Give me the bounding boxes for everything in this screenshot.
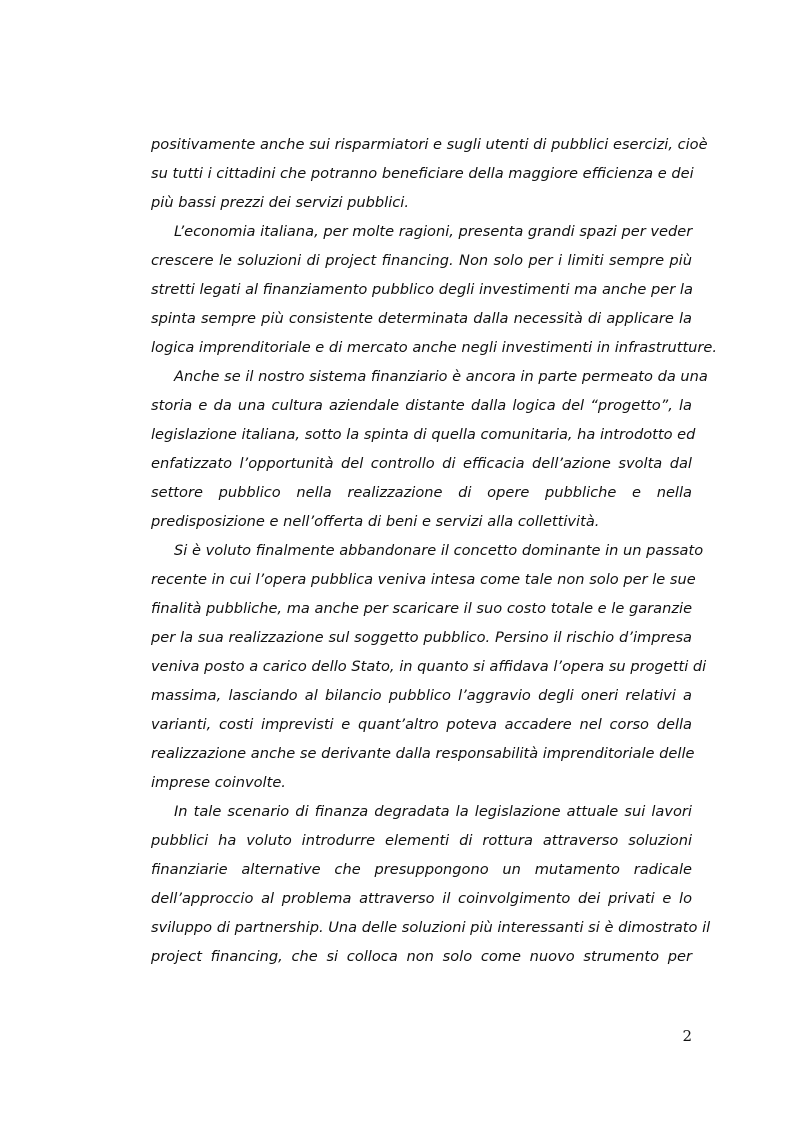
paragraph-first-line: In tale scenario di finanza degradata la legislazione attuale sui lavori [174,803,692,820]
body-text [151,130,718,971]
text-line: finalità pubbliche, ma anche per scaricare il suo costo totale e le garanzie [151,600,693,617]
text-line: project financing, che si colloca non solo come nuovo strumento per [151,948,692,965]
text-line: positivamente anche sui risparmiatori e sugli utenti di pubblici esercizi, cioè [151,136,708,153]
text-line: enfatizzato l’opportunità del controllo di efficacia dell’azione svolta dal [151,455,692,472]
text-line: realizzazione anche se derivante dalla responsabilità imprenditoriale delle [151,745,695,762]
text-line: recente in cui l’opera pubblica veniva intesa come tale non solo per le sue [151,571,696,588]
paragraph-first-line: Si è voluto finalmente abbandonare il concetto dominante in un passato [174,542,704,559]
text-line: spinta sempre più consistente determinata dalla necessità di applicare la [151,310,692,327]
text-line: su tutti i cittadini che potranno beneficiare della maggiore efficienza e dei [151,165,694,182]
text-line: predisposizione e nell’offerta di beni e servizi alla collettività. [151,513,600,530]
text-line: storia e da una cultura aziendale distante dalla logica del “progetto”, la [151,397,692,414]
paragraph-first-line: L’economia italiana, per molte ragioni, presenta grandi spazi per veder [174,223,693,240]
text-line: legislazione italiana, sotto la spinta di quella comunitaria, ha introdotto ed [151,426,696,443]
text-line: dell’approccio al problema attraverso il coinvolgimento dei privati e lo [151,890,692,907]
text-line: imprese coinvolte. [151,774,286,791]
page-number: 2 [682,1027,692,1045]
text-line: stretti legati al finanziamento pubblico degli investimenti ma anche per la [151,281,693,298]
text-line: sviluppo di partnership. Una delle soluzioni più interessanti si è dimostrato il [151,919,711,936]
text-line: crescere le soluzioni di project financing. Non solo per i limiti sempre più [151,252,692,269]
text-line: logica imprenditoriale e di mercato anche negli investimenti in infrastrutture. [151,339,718,356]
text-line: varianti, costi imprevisti e quant’altro poteva accadere nel corso della [151,716,692,733]
text-line: veniva posto a carico dello Stato, in quanto si affidava l’opera su progetti di [151,658,707,675]
text-line: per la sua realizzazione sul soggetto pubblico. Persino il rischio d’impresa [151,629,692,646]
text-line: più bassi prezzi dei servizi pubblici. [151,194,409,211]
text-line: finanziarie alternative che presuppongono un mutamento radicale [151,861,692,878]
paragraph-first-line: Anche se il nostro sistema finanziario è ancora in parte permeato da una [174,368,708,385]
text-line: massima, lasciando al bilancio pubblico l’aggravio degli oneri relativi a [151,687,692,704]
text-line: pubblici ha voluto introdurre elementi di rottura attraverso soluzioni [151,832,692,849]
text-line: settore pubblico nella realizzazione di opere pubbliche e nella [151,484,692,501]
